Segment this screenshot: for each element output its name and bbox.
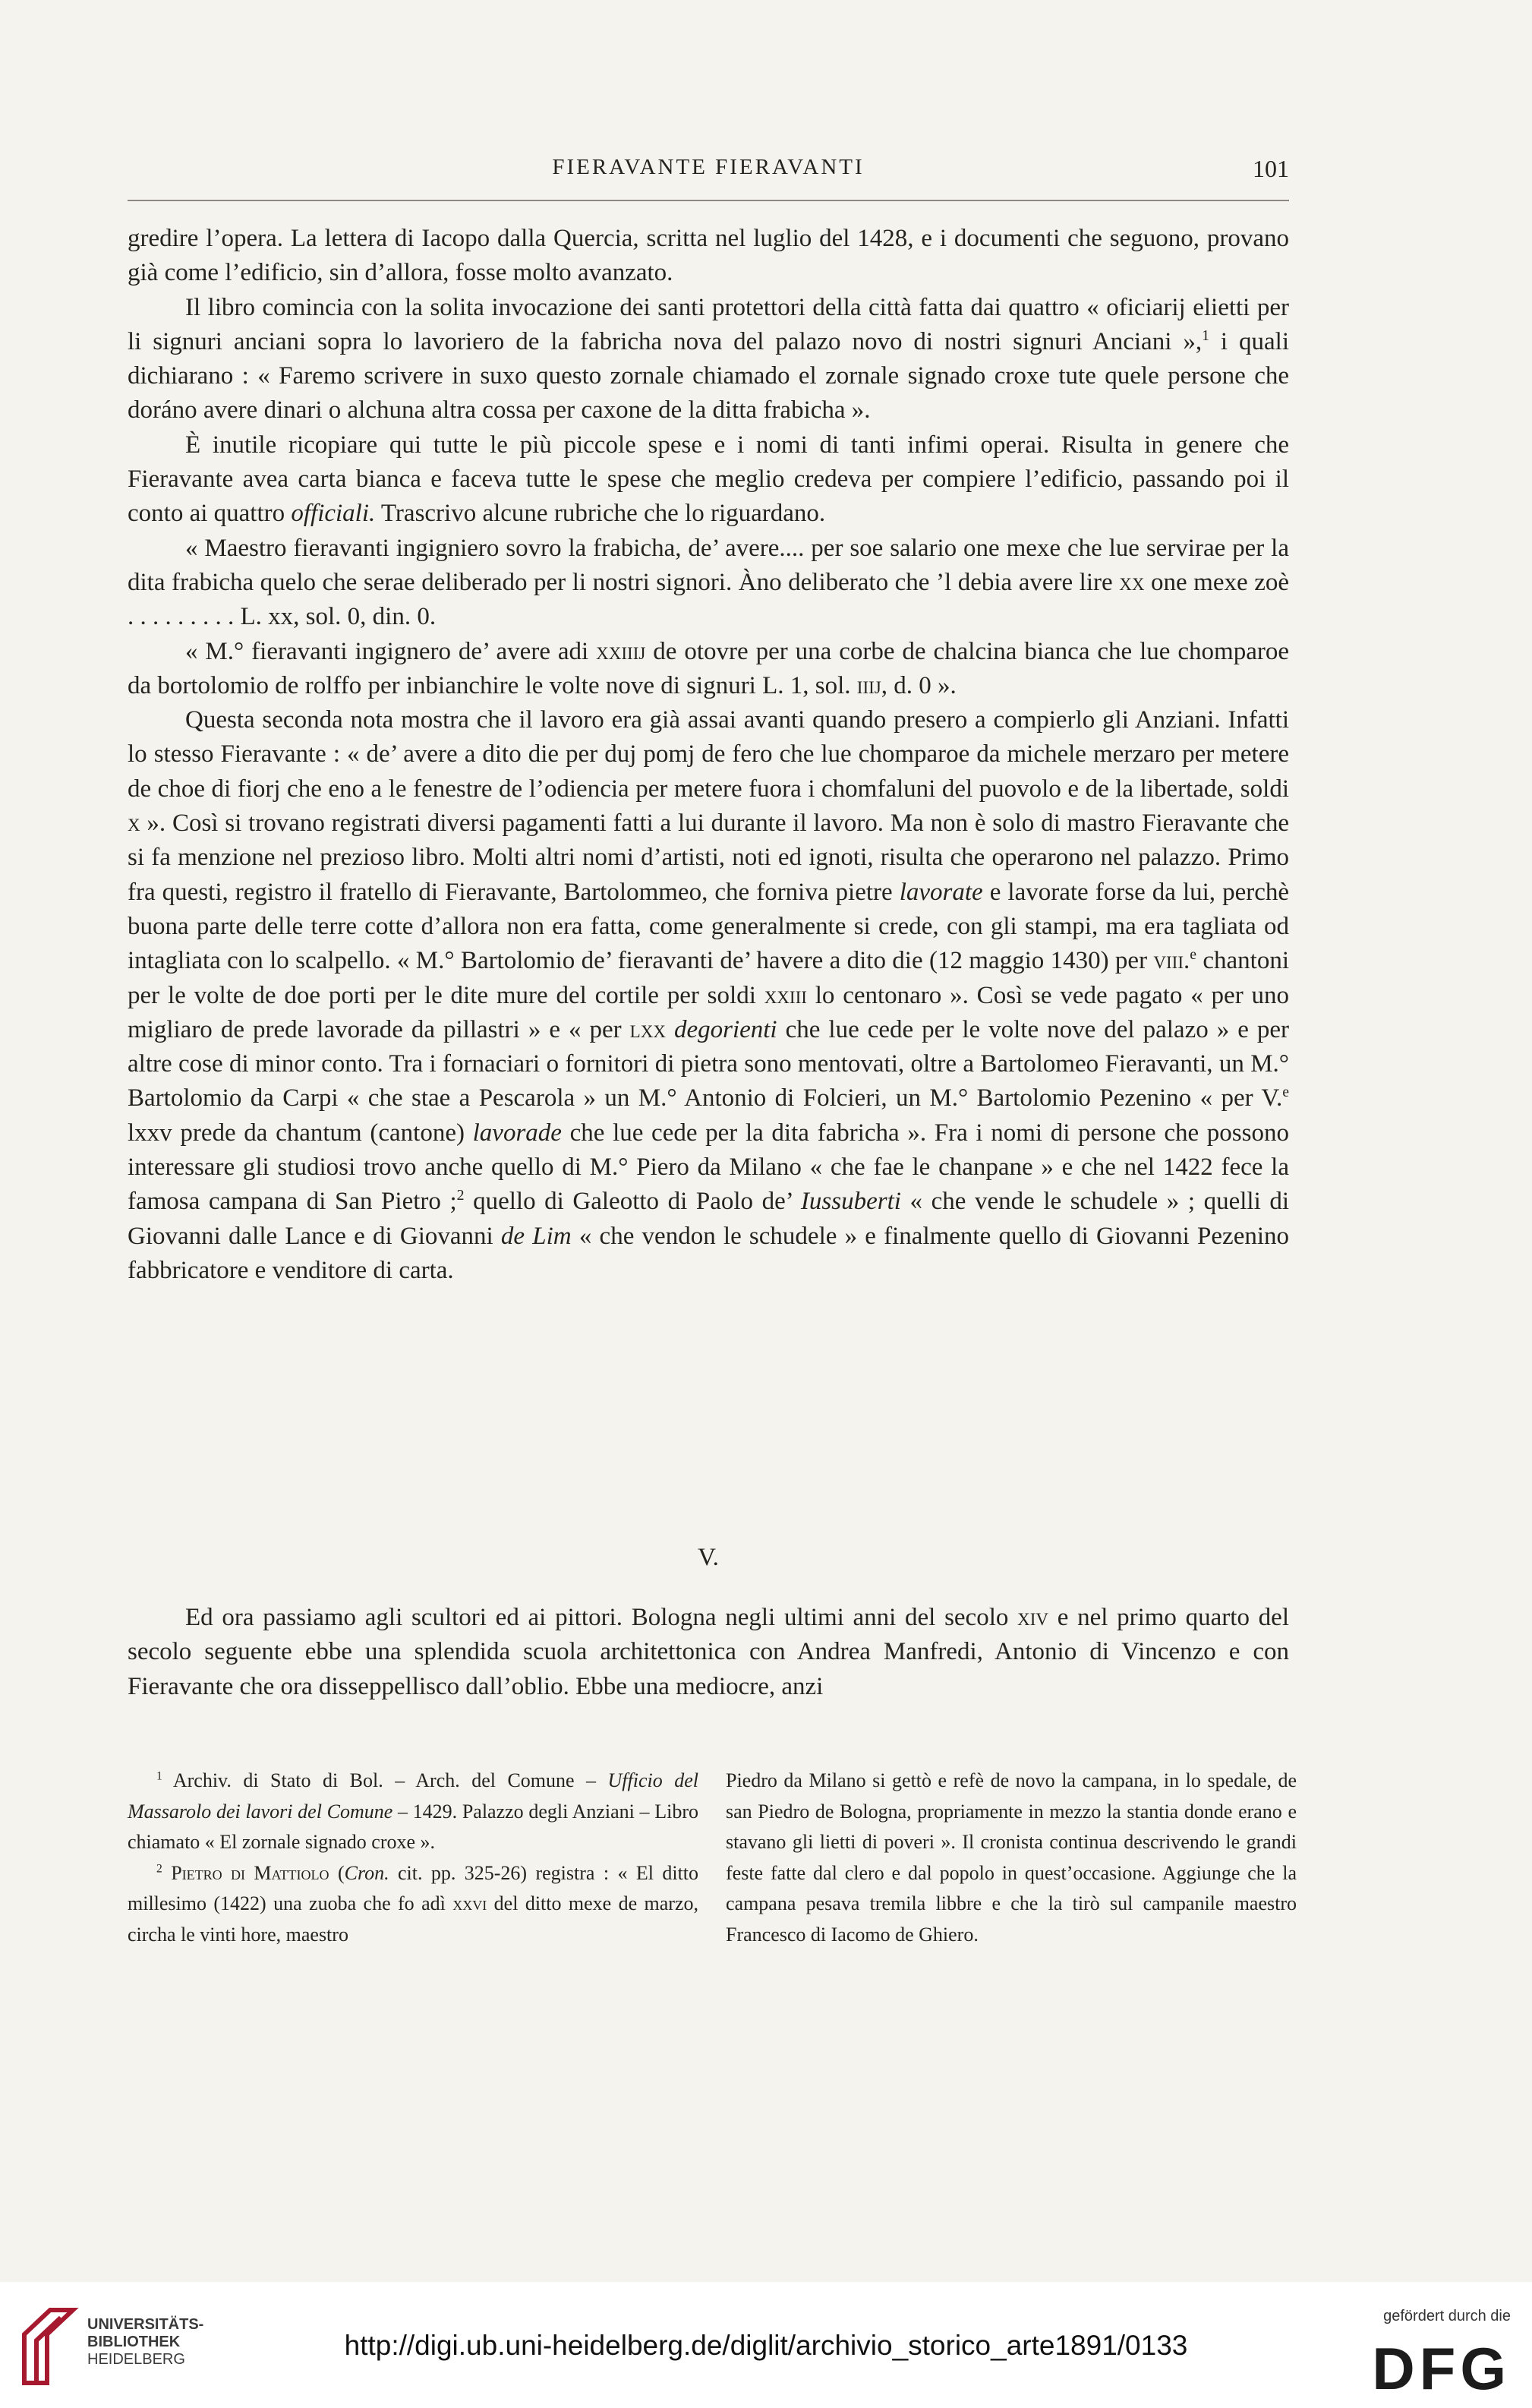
- main-text: [128, 222, 1289, 1288]
- header-rule: [128, 200, 1289, 201]
- footnotes: [128, 1766, 1297, 1950]
- footnote-column-right: [726, 1766, 1297, 1950]
- footnote-2-continued: Piedro da Milano si gettò e refè de novo la campana, in lo spedale, de san Piedro de Bologna, propriamente in mezzo la stantia donde erano e stavano gli lietti di poveri ». Il cronista continua descrivendo le grandi feste fatte dal clero e dal popolo in quest’occasione. Aggiunge che la campana pesava tremila libbre e che la tirò sul campanile maestro Francesco di Iacomo de Ghiero.: [726, 1769, 1297, 1946]
- footnote-2: $^2$ Pietro di Mattiolo (Cron. cit. pp. 325-26) registra : « El ditto millesimo (1422) una zuoba che fo adì xxvi del ditto mexe de marzo, circha le vinti hore, maestro: [128, 1861, 699, 1946]
- footnote-ref: 2: [456, 1187, 465, 1204]
- paragraph: « M.° fieravanti ingignero de’ avere adi xxiiij de otovre per una corbe de chalcina bianca che lue chomparoe da bortolomio de rolffo per inbianchire le volte nove di signuri L. 1, sol. iiij, d. 0 ».: [128, 637, 1289, 699]
- paragraph: « Maestro fieravanti ingigniero sovro la frabicha, de’ avere.... per soe salario one mexe che lue servirae per la dita frabicha quelo che serae deliberado per li nostri signori. Àno deliberato che ’l debia avere lire xx one mexe zoè . . . . . . . . . L. xx, sol. 0, din. 0.: [128, 534, 1289, 631]
- permalink-url[interactable]: http://digi.ub.uni-heidelberg.de/diglit/archivio_storico_arte1891/0133: [344, 2330, 1188, 2361]
- dfg-logo-icon: DFG: [1372, 2335, 1511, 2402]
- dfg-caption: gefördert durch die: [1383, 2308, 1511, 2324]
- paragraph: Questa seconda nota mostra che il lavoro era già assai avanti quando presero a compierlo gli Anziani. Infatti lo stesso Fieravante : « de’ avere a dito die per duj pomj de fero che lue chomparoe da michele merzaro per metere de choe di fiorj che eno a le fenestre de l’odiencia per metere fuora i chomfaluni del puovolo e de la libertade, soldi x ». Così si trovano registrati diversi pagamenti fatti a lui durante il lavoro. Ma non è solo di mastro Fieravante che si fa menzione nel prezioso libro. Molti altri nomi d’artisti, noti ed ignoti, risulta che operarono nel palazzo. Primo fra questi, registro il fratello di Fieravante, Bartolommeo, che forniva pietre lavorate e lavorate forse da lui, perchè buona parte delle terre cotte d’allora non era fatta, come generalmente si crede, con gli stampi, ma era tagliata od intagliata con lo scalpello. « M.° Bartolomio de’ fieravanti de’ havere a dito die (12 maggio 1430) per viii.$^e$ chantoni per le volte de doe porti per le dite mure del cortile per soldi xxiii lo centonaro ». Così se vede pagato « per uno migliaro de prede lavorade da pillastri » e « per lxx degorienti che lue cede per le volte nove del palazo » e per altre cose di minor conto. Tra i fornaciari o fornitori di pietra sono mentovati, oltre a Bartolomeo Fieravanti, un M.° Bartolomio da Carpi « che stae a Pescarola » un M.° Antonio di Folcieri, un M.° Bartolomio Pezenino « per V.$^e$ lxxv prede da chantum (cantone) lavorade che lue cede per la dita fabricha ». Fra i nomi di persone che possono interessare gli studiosi trovo anche quello di M.° Piero da Milano « che fae le chanpane » e che nel 1422 fece la famosa campana di San Pietro ;$^2$ quello di Galeotto di Paolo de’ Iussuberti « che vende le schudele » ; quelli di Giovanni dalle Lance e di Giovanni de Lim « che vendon le schudele » e finalmente quello di Giovanni Pezenino fabbricatore e venditore di carta.: [128, 706, 1290, 1284]
- footnote-column-left: [128, 1766, 698, 1950]
- library-name: UNIVERSITÄTS- BIBLIOTHEK HEIDELBERG: [87, 2316, 204, 2368]
- paragraph: Ed ora passiamo agli scultori ed ai pittori. Bologna negli ultimi anni del secolo xiv e nel primo quarto del secolo seguente ebbe una splendida scuola architettonica con Andrea Manfredi, Antonio di Vincenzo e con Fieravante che ora disseppellisco dall’oblio. Ebbe una mediocre, anzi: [128, 1604, 1289, 1700]
- paragraph: È inutile ricopiare qui tutte le più piccole spese e i nomi di tanti infimi operai. Risulta in genere che Fieravante avea carta bianca e faceva tutte le spese che meglio credeva per compiere l’edificio, passando poi il conto ai quattro officiali. Trascrivo alcune rubriche che lo riguardano.: [128, 431, 1289, 528]
- page-header: [128, 149, 1289, 194]
- running-title: FIERAVANTE FIERAVANTI: [552, 155, 865, 179]
- paragraph: gredire l’opera. La lettera di Iacopo dalla Quercia, scritta nel luglio del 1428, e i documenti che seguono, provano già come l’edificio, sin d’allora, fosse molto avanzato.: [128, 225, 1289, 287]
- page-number: 101: [1253, 155, 1289, 182]
- section-heading: V.: [698, 1544, 719, 1571]
- paragraph: Il libro comincia con la solita invocazione dei santi protettori della città fatta dai quattro « oficiarij elietti per li signuri anciani sopra lo lavoriero de la fabricha nova del palazo novo di nostri signuri Anciani »,$^1$ i quali dichiarano : « Faremo scrivere in suxo questo zornale chiamado el zornale signado croxe tute quele persone che doráno avere dinari o alchuna altra cossa per caxone de la ditta frabicha ».: [128, 293, 1290, 424]
- footnote-ref: 1: [1202, 327, 1209, 344]
- footnote-1: $^1$ Archiv. di Stato di Bol. – Arch. del Comune – Ufficio del Massarolo dei lavori del Comune – 1429. Palazzo degli Anziani – Libro chiamato « El zornale signado croxe ».: [128, 1769, 698, 1853]
- section-text: [128, 1601, 1289, 1704]
